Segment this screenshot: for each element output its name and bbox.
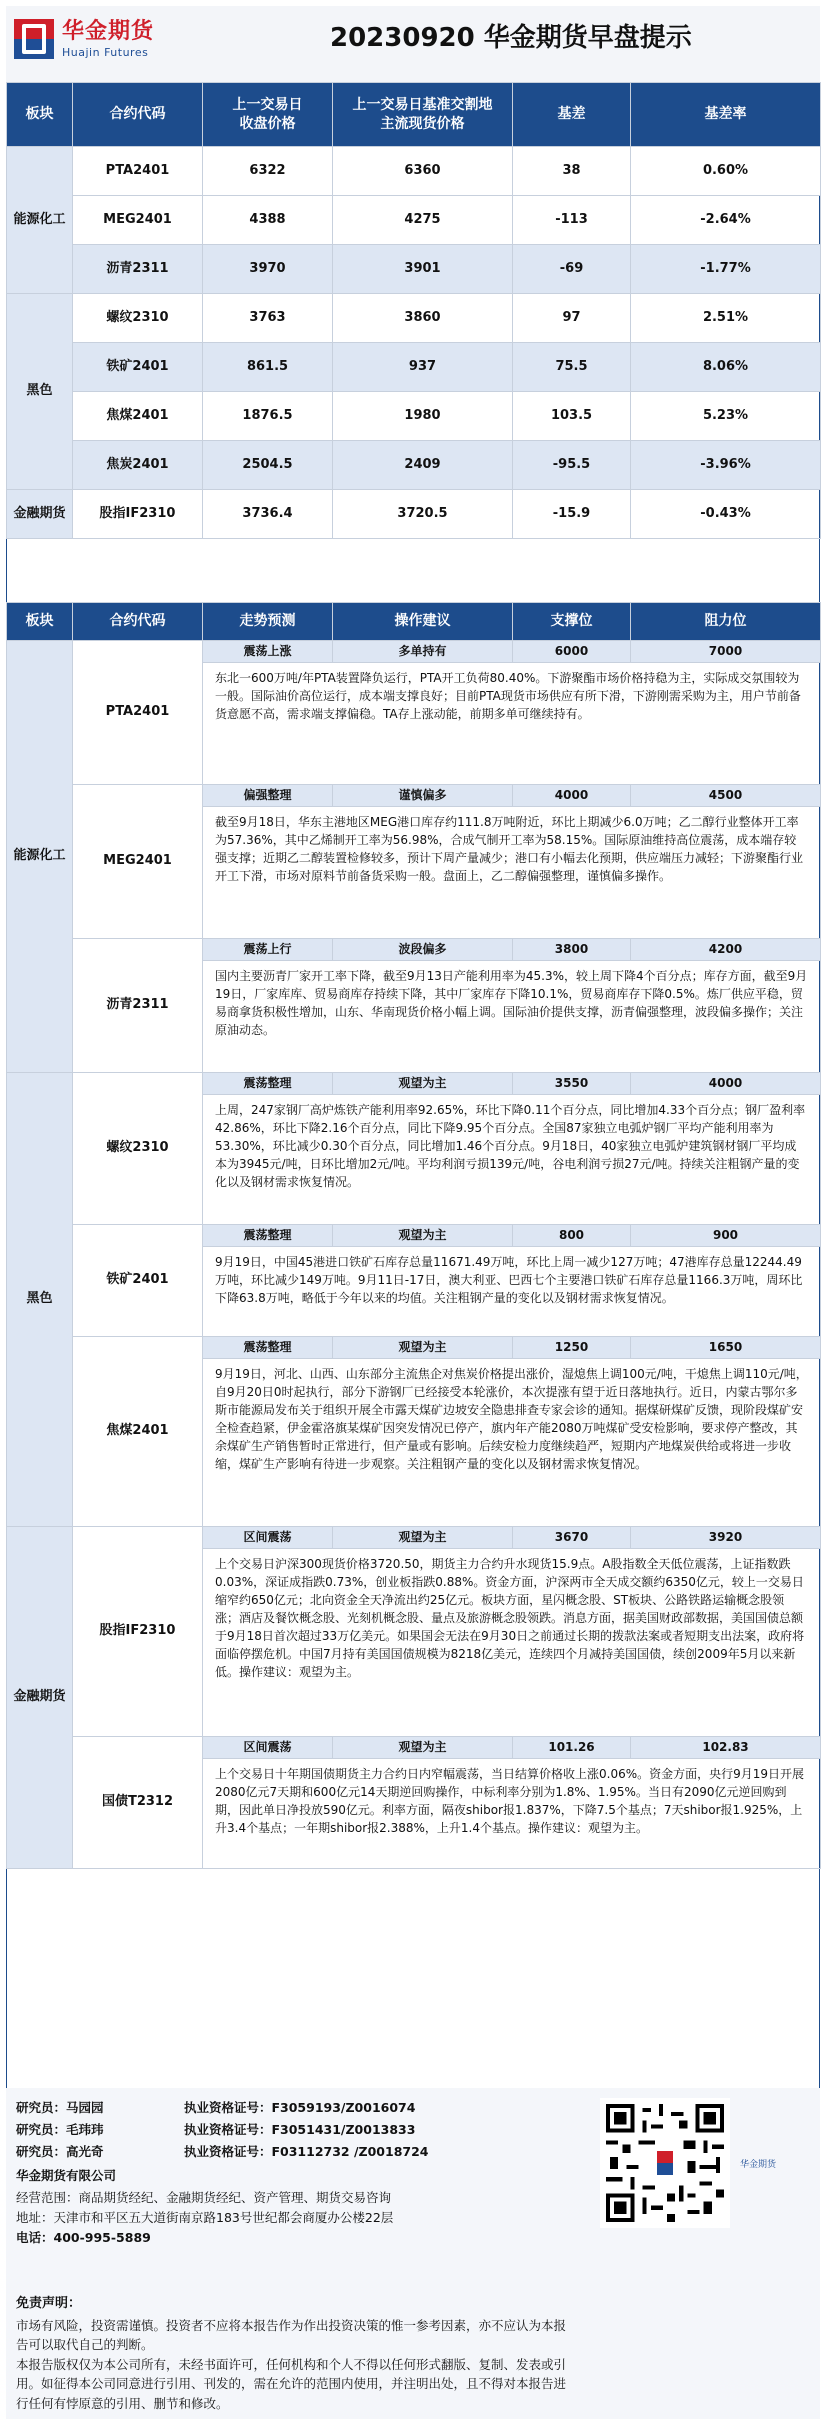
header-close: 上一交易日 收盘价格 [203, 83, 333, 147]
header-spot: 上一交易日基准交割地 主流现货价格 [333, 83, 513, 147]
advice-cell: 观望为主 [333, 1527, 513, 1549]
table-row [7, 245, 821, 294]
spot-cell: 937 [333, 343, 513, 392]
researcher-2 [16, 2122, 416, 2138]
resistance-cell: 4500 [631, 785, 821, 807]
analysis-text: 上周，247家钢厂高炉炼铁产能利用率92.65%，环比下降0.11个百分点，同比增加4.33个百分点；钢厂盈利率42.86%，环比下降2.16个百分点，同比下降9.95个百分点。全国87家独立电弧炉钢厂平均产能利用率为53.30%，环比减少0.30个百分点，同比增加1.46个百分点。9月18日，40家独立电弧炉建筑钢材钢厂平均成本为3945元/吨，日环比增加2元/吨。平均利润亏损139元/吨，谷电利润亏损27元/吨。持续关注粗钢产量的变化以及钢材需求恢复情况。 [203, 1095, 821, 1225]
analysis-text: 上个交易日十年期国债期货主力合约日内窄幅震荡，当日结算价格收上涨0.06%。资金方面，央行9月19日开展2080亿元7天期和600亿元14天期逆回购操作，中标利率分别为1.8%、1.95%。当日有2090亿元逆回购到期，因此单日净投放590亿元。利率方面，隔夜shibor报1.837%，下降7.5个基点；7天shibor报1.925%，上升3.4个基点；一年期shibor报2.388%，上升1.4个基点。操作建议：观望为主。 [203, 1759, 821, 1869]
advice-cell: 观望为主 [333, 1737, 513, 1759]
close-cell: 4388 [203, 196, 333, 245]
support-cell: 101.26 [513, 1737, 631, 1759]
company-phone: 电话：400-995-5889 [16, 2230, 151, 2245]
rate-cell: 0.60% [631, 147, 821, 196]
trend-cell: 震荡整理 [203, 1225, 333, 1247]
sector-cell: 黑色 [7, 1073, 73, 1527]
trend-cell: 震荡整理 [203, 1337, 333, 1359]
trend-cell: 区间震荡 [203, 1527, 333, 1549]
table-row [7, 343, 821, 392]
rate-cell: 8.06% [631, 343, 821, 392]
code-cell: 股指IF2310 [73, 1527, 203, 1737]
researcher-3 [16, 2144, 429, 2160]
analysis-text: 截至9月18日，华东主港地区MEG港口库存约111.8万吨附近，环比上期减少6.0万吨；乙二醇行业整体开工率为57.36%，其中乙烯制开工率为56.98%，合成气制开工率为58.15%。国际原油维持高位震荡，成本端存较强支撑；近期乙二醇装置检修较多，预计下周产量减少；港口有小幅去化预期，供应端压力减轻；下游聚酯行业开工下滑，市场对原料节前备货采购一般。盘面上，乙二醇偏强整理，谨慎偏多操作。 [203, 807, 821, 939]
trend-cell: 震荡上涨 [203, 641, 333, 663]
resistance-cell: 4000 [631, 1073, 821, 1095]
analysis-text: 上个交易日沪深300现货价格3720.50，期货主力合约升水现货15.9点。A股指数全天低位震荡，上证指数跌0.03%，深证成指跌0.73%，创业板指跌0.88%。资金方面，沪深两市全天成交额约6350亿元，较上一交易日缩窄约650亿元；北向资金全天净流出约25亿元。板块方面，星闪概念股、ST板块、公路铁路运输概念股领涨；酒店及餐饮概念股、光刻机概念股、量点及旅游概念股领跌。消息方面，据美国财政部数据，美国国债总额于9月18日首次超过33万亿美元。如果国会无法在9月30日之前通过长期的拨款法案或者短期支出法案，政府将面临停摆危机。中国7月持有美国国债规模为8218亿美元，连续四个月减持美国国债，续创2009年5月以来新低。操作建议：观望为主。 [203, 1549, 821, 1737]
resistance-cell: 900 [631, 1225, 821, 1247]
support-cell: 3800 [513, 939, 631, 961]
analysis-text: 9月19日，中国45港进口铁矿石库存总量11671.49万吨，环比上周一减少127万吨；47港库存总量12244.49万吨，环比减少149万吨。9月11日-17日，澳大利亚、巴西七个主要港口铁矿石库存总量1166.3万吨，周环比下降63.8万吨，略低于今年以来的均值。关注粗钢产量的变化以及钢材需求恢复情况。 [203, 1247, 821, 1337]
header-advice: 操作建议 [333, 603, 513, 641]
table-row [7, 147, 821, 196]
table-row [7, 1737, 821, 1759]
close-cell: 2504.5 [203, 441, 333, 490]
code-cell: PTA2401 [73, 641, 203, 785]
code-cell: 螺纹2310 [73, 1073, 203, 1225]
code-cell: MEG2401 [73, 785, 203, 939]
qr-label: 华金期货 [740, 2160, 777, 2170]
basis-cell: -95.5 [513, 441, 631, 490]
trend-cell: 区间震荡 [203, 1737, 333, 1759]
code-cell: 国债T2312 [73, 1737, 203, 1869]
close-cell: 861.5 [203, 343, 333, 392]
trend-cell: 震荡上行 [203, 939, 333, 961]
qr-code-icon [600, 2098, 730, 2228]
table-row [7, 490, 821, 539]
rate-cell: -0.43% [631, 490, 821, 539]
researcher-1 [16, 2100, 416, 2116]
support-cell: 4000 [513, 785, 631, 807]
basis-cell: -69 [513, 245, 631, 294]
basis-cell: 75.5 [513, 343, 631, 392]
table-row [7, 939, 821, 961]
table-row [7, 1337, 821, 1359]
disclaimer-text [16, 2316, 576, 2413]
table-row [7, 196, 821, 245]
trend-cell: 偏强整理 [203, 785, 333, 807]
researcher-cert: 执业资格证号：F03112732 /Z0018724 [184, 2144, 429, 2159]
sector-cell: 能源化工 [7, 147, 73, 294]
advice-cell: 多单持有 [333, 641, 513, 663]
logo-mark-icon [14, 19, 54, 59]
rate-cell: -3.96% [631, 441, 821, 490]
sector-cell: 金融期货 [7, 1527, 73, 1869]
basis-cell: -15.9 [513, 490, 631, 539]
table-row [7, 294, 821, 343]
close-cell: 3763 [203, 294, 333, 343]
header-support: 支撑位 [513, 603, 631, 641]
disclaimer-title: 免责声明： [16, 2296, 82, 2311]
table-row [7, 785, 821, 807]
researcher-cert: 执业资格证号：F3059193/Z0016074 [184, 2100, 416, 2115]
resistance-cell: 3920 [631, 1527, 821, 1549]
spot-cell: 6360 [333, 147, 513, 196]
resistance-cell: 4200 [631, 939, 821, 961]
company-logo [14, 14, 184, 64]
resistance-cell: 7000 [631, 641, 821, 663]
code-cell: 铁矿2401 [73, 343, 203, 392]
logo-english-name: Huajin Futures [62, 46, 149, 60]
header-resistance: 阻力位 [631, 603, 821, 641]
code-cell: 焦炭2401 [73, 441, 203, 490]
table-row [7, 641, 821, 663]
researcher-cert: 执业资格证号：F3051431/Z0013833 [184, 2122, 416, 2137]
disclaimer-line: 市场有风险，投资需谨慎。投资者不应将本报告作为作出投资决策的惟一参考因素，亦不应认为本报告可以取代自己的判断。 [16, 2318, 567, 2353]
basis-cell: 103.5 [513, 392, 631, 441]
header-trend: 走势预测 [203, 603, 333, 641]
code-cell: 铁矿2401 [73, 1225, 203, 1337]
code-cell: 沥青2311 [73, 245, 203, 294]
support-cell: 3550 [513, 1073, 631, 1095]
code-cell: PTA2401 [73, 147, 203, 196]
table-row [7, 1225, 821, 1247]
header-code: 合约代码 [73, 603, 203, 641]
header-basis-rate: 基差率 [631, 83, 821, 147]
rate-cell: 2.51% [631, 294, 821, 343]
analysis-text: 9月19日，河北、山西、山东部分主流焦企对焦炭价格提出涨价，湿熄焦上调100元/吨，干熄焦上调110元/吨，自9月20日0时起执行，部分下游钢厂已经接受本轮涨价，本次提涨有望于近日落地执行。近日，内蒙古鄂尔多斯市能源局发布关于组织开展全市露天煤矿边坡安全隐患排查专家会诊的通知。据煤研煤矿反馈，现阶段煤矿安全检查趋紧，伊金霍洛旗某煤矿因突发情况已停产，旗内年产能2080万吨煤矿受安检影响，要求停产整改，其余煤矿生产销售暂时正常进行，但产量或有影响。后续安检力度继续趋严，短期内产地煤炭供给或将进一步收缩，煤矿生产影响有待进一步观察。关注粗钢产量的变化以及钢材需求恢复情况。 [203, 1359, 821, 1527]
close-cell: 3970 [203, 245, 333, 294]
table-row [7, 1073, 821, 1095]
rate-cell: 5.23% [631, 392, 821, 441]
support-cell: 800 [513, 1225, 631, 1247]
rate-cell: -1.77% [631, 245, 821, 294]
rate-cell: -2.64% [631, 196, 821, 245]
code-cell: MEG2401 [73, 196, 203, 245]
spot-cell: 3901 [333, 245, 513, 294]
logo-chinese-name: 华金期货 [62, 18, 155, 44]
sector-cell: 黑色 [7, 294, 73, 490]
table-row [7, 392, 821, 441]
advice-cell: 观望为主 [333, 1073, 513, 1095]
code-cell: 股指IF2310 [73, 490, 203, 539]
code-cell: 焦煤2401 [73, 1337, 203, 1527]
spot-cell: 3720.5 [333, 490, 513, 539]
sector-cell: 能源化工 [7, 641, 73, 1073]
trend-cell: 震荡整理 [203, 1073, 333, 1095]
report-title: 20230920 华金期货早盘提示 [330, 23, 692, 53]
researcher-name: 研究员：马园园 [16, 2100, 104, 2115]
table-row [7, 441, 821, 490]
close-cell: 3736.4 [203, 490, 333, 539]
basis-cell: 97 [513, 294, 631, 343]
spot-cell: 1980 [333, 392, 513, 441]
basis-cell: 38 [513, 147, 631, 196]
code-cell: 沥青2311 [73, 939, 203, 1073]
spot-cell: 2409 [333, 441, 513, 490]
support-cell: 1250 [513, 1337, 631, 1359]
advice-cell: 谨慎偏多 [333, 785, 513, 807]
header-code: 合约代码 [73, 83, 203, 147]
basis-table [6, 82, 821, 539]
header-sector: 板块 [7, 603, 73, 641]
advice-cell: 观望为主 [333, 1225, 513, 1247]
company-name: 华金期货有限公司 [16, 2168, 117, 2183]
close-cell: 6322 [203, 147, 333, 196]
resistance-cell: 1650 [631, 1337, 821, 1359]
disclaimer-line: 本报告版权仅为本公司所有，未经书面许可，任何机构和个人不得以任何形式翻版、复制、发表或引用。如征得本公司同意进行引用、刊发的，需在允许的范围内使用，并注明出处，且不得对本报告进行任何有悖原意的引用、删节和修改。 [16, 2356, 567, 2411]
analysis-text: 东北一600万吨/年PTA装置降负运行，PTA开工负荷80.40%。下游聚酯市场价格持稳为主，实际成交氛围较为一般。国际油价高位运行，成本端支撑良好；目前PTA现货市场供应有所下滑，下游刚需采购为主，用户节前备货意愿不高，需求端支撑偏稳。TA存上涨动能，前期多单可继续持有。 [203, 663, 821, 785]
researcher-name: 研究员：毛玮玮 [16, 2122, 104, 2137]
code-cell: 螺纹2310 [73, 294, 203, 343]
strategy-table [6, 602, 821, 1869]
code-cell: 焦煤2401 [73, 392, 203, 441]
header-sector: 板块 [7, 83, 73, 147]
sector-cell: 金融期货 [7, 490, 73, 539]
business-scope: 经营范围：商品期货经纪、金融期货经纪、资产管理、期货交易咨询 [16, 2190, 392, 2205]
analysis-text: 国内主要沥青厂家开工率下降，截至9月13日产能利用率为45.3%，较上周下降4个百分点；库存方面，截至9月19日，厂家库库、贸易商库存持续下降，其中厂家库存下降10.1%，贸易商库存下降0.5%。炼厂供应平稳，贸易商拿货积极性增加，山东、华南现货价格小幅上调。国际油价提供支撑，沥青偏强整理，波段偏多操作；关注原油动态。 [203, 961, 821, 1073]
researcher-name: 研究员：高光奇 [16, 2144, 104, 2159]
support-cell: 6000 [513, 641, 631, 663]
header-basis: 基差 [513, 83, 631, 147]
spot-cell: 4275 [333, 196, 513, 245]
basis-cell: -113 [513, 196, 631, 245]
close-cell: 1876.5 [203, 392, 333, 441]
table-row [7, 1527, 821, 1549]
resistance-cell: 102.83 [631, 1737, 821, 1759]
advice-cell: 观望为主 [333, 1337, 513, 1359]
company-address: 地址：天津市和平区五大道街南京路183号世纪都会商厦办公楼22层 [16, 2210, 394, 2225]
spot-cell: 3860 [333, 294, 513, 343]
advice-cell: 波段偏多 [333, 939, 513, 961]
support-cell: 3670 [513, 1527, 631, 1549]
